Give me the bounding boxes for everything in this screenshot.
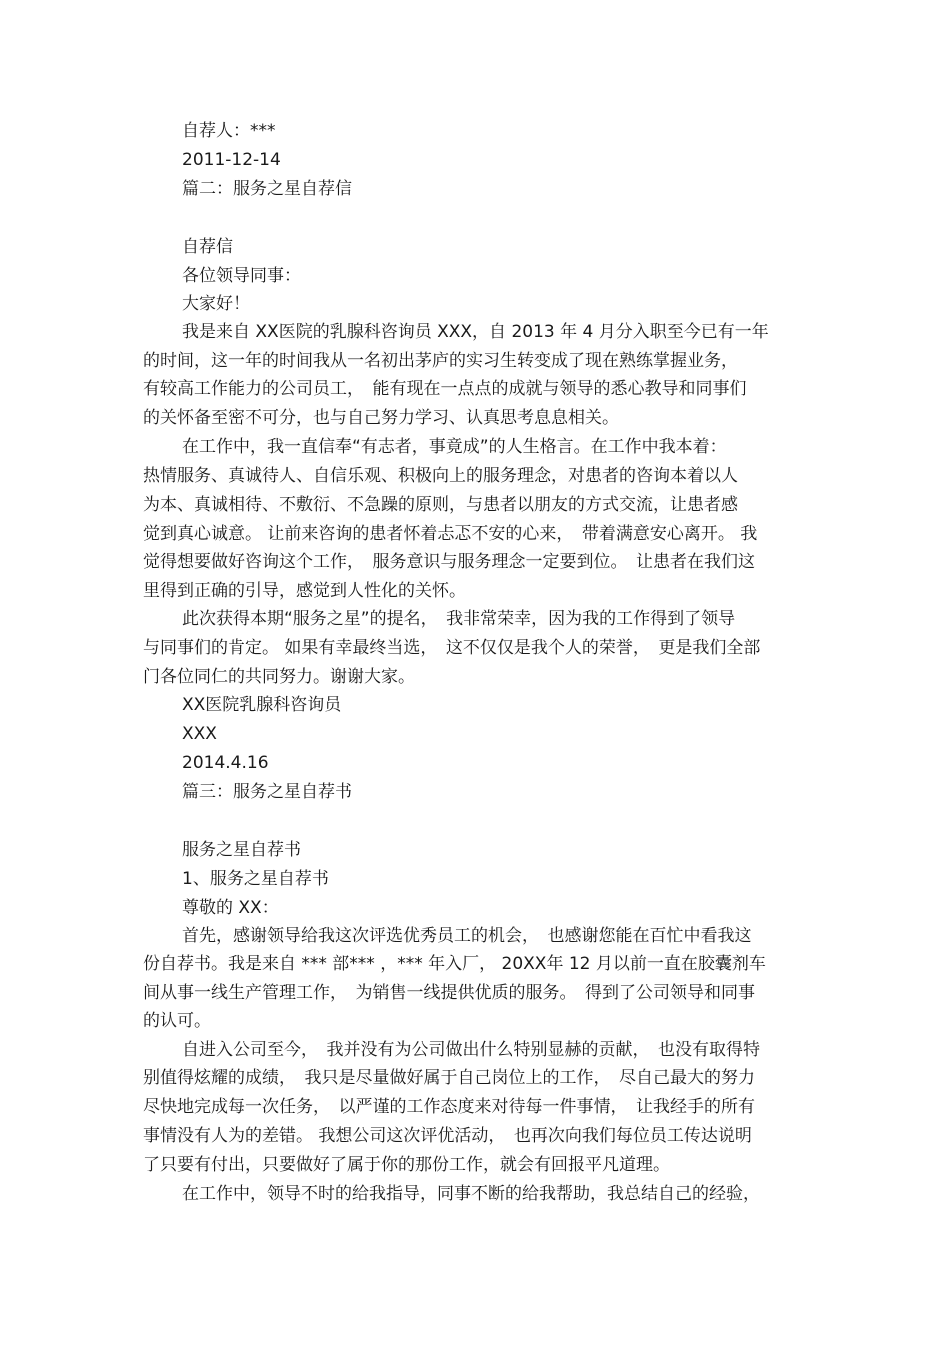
paragraph-line: 的认可。 (143, 1011, 211, 1031)
paragraph-line: 在工作中，我一直信奉“有志者，事竟成”的人生格言。在工作中我本着： (182, 437, 727, 457)
paragraph-line: 热情服务、真诚待人、自信乐观、积极向上的服务理念，对患者的咨询本着以人 (143, 466, 738, 486)
section-heading-2: 篇二：服务之星自荐信 (182, 179, 352, 199)
paragraph-line: 我是来自 XX医院的乳腺科咨询员 XXX，自 2013 年 4 月分入职至今已有一年 (182, 322, 769, 342)
letter-title: 服务之星自荐书 (182, 840, 301, 860)
paragraph-line: 的关怀备至密不可分，也与自己努力学习、认真思考息息相关。 (143, 408, 619, 428)
paragraph-line: 自进入公司至今， 我并没有为公司做出什么特别显赫的贡献， 也没有取得特 (182, 1040, 760, 1060)
paragraph-line: 有较高工作能力的公司员工， 能有现在一点点的成就与领导的悉心教导和同事们 (143, 379, 747, 399)
sign-organization: XX医院乳腺科咨询员 (182, 695, 342, 715)
letter-subtitle: 1、服务之星自荐书 (182, 869, 329, 889)
paragraph-line: 为本、真诚相待、不敷衍、不急躁的原则，与患者以朋友的方式交流，让患者感 (143, 495, 738, 515)
signer-line: 自荐人：*** (182, 121, 276, 141)
paragraph-line: 事情没有人为的差错。 我想公司这次评优活动， 也再次向我们每位员工传达说明 (143, 1126, 752, 1146)
paragraph-line: 觉到真心诚意。 让前来咨询的患者怀着忐忑不安的心来， 带着满意安心离开。 我 (143, 524, 758, 544)
letter-salutation: 各位领导同事： (182, 266, 301, 286)
paragraph-line: 的时间，这一年的时间我从一名初出茅庐的实习生转变成了现在熟练掌握业务， (143, 351, 738, 371)
paragraph-line: 别值得炫耀的成绩， 我只是尽量做好属于自己岗位上的工作， 尽自己最大的努力 (143, 1068, 755, 1088)
paragraph-line: 与同事们的肯定。 如果有幸最终当选， 这不仅仅是我个人的荣誉， 更是我们全部 (143, 638, 761, 658)
sign-name: XXX (182, 724, 217, 744)
paragraph-line: 份自荐书。我是来自 *** 部*** ，*** 年入厂， 20XX年 12 月以前一直在胶囊剂车 (143, 954, 766, 974)
paragraph-line: 门各位同仁的共同努力。谢谢大家。 (143, 667, 415, 687)
paragraph-line: 间从事一线生产管理工作， 为销售一线提供优质的服务。 得到了公司领导和同事 (143, 983, 755, 1003)
letter-title: 自荐信 (182, 237, 233, 257)
paragraph-line: 首先，感谢领导给我这次评选优秀员工的机会， 也感谢您能在百忙中看我这 (182, 926, 752, 946)
paragraph-line: 里得到正确的引导，感觉到人性化的关怀。 (143, 581, 466, 601)
paragraph-line: 尽快地完成每一次任务， 以严谨的工作态度来对待每一件事情， 让我经手的所有 (143, 1097, 755, 1117)
paragraph-line: 觉得想要做好咨询这个工作， 服务意识与服务理念一定要到位。 让患者在我们这 (143, 552, 755, 572)
sign-date: 2014.4.16 (182, 753, 269, 773)
paragraph-line: 在工作中，领导不时的给我指导，同事不断的给我帮助，我总结自己的经验， (182, 1184, 760, 1204)
section-heading-3: 篇三：服务之星自荐书 (182, 782, 352, 802)
letter-greeting: 大家好！ (182, 294, 250, 314)
paragraph-line: 此次获得本期“服务之星”的提名， 我非常荣幸，因为我的工作得到了领导 (182, 609, 736, 629)
paragraph-line: 了只要有付出，只要做好了属于你的那份工作，就会有回报平凡道理。 (143, 1155, 670, 1175)
signer-date: 2011-12-14 (182, 150, 281, 170)
letter-salutation: 尊敬的 XX： (182, 898, 279, 918)
